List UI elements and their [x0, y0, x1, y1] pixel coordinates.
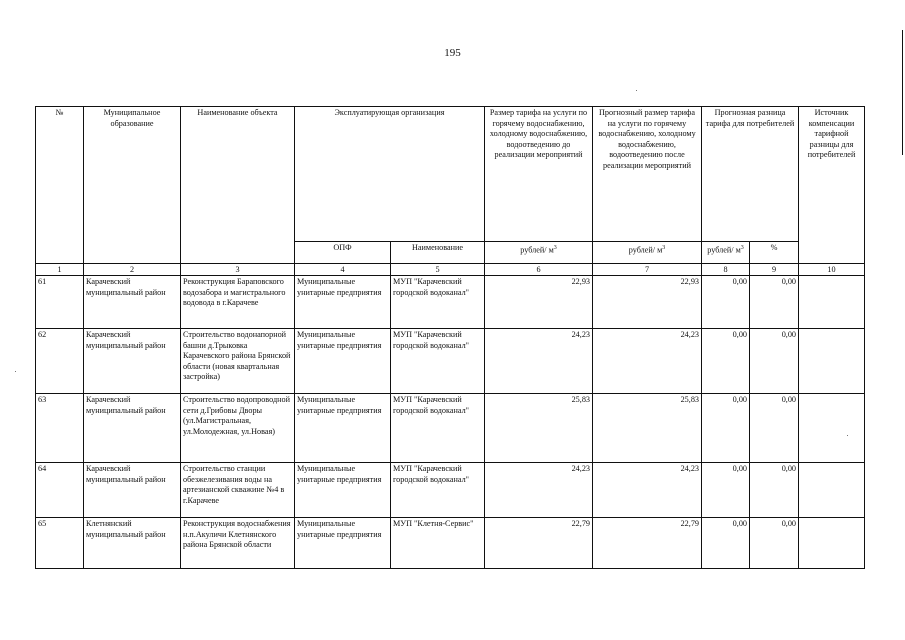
table-row: [36, 518, 865, 569]
cell-source: [799, 394, 865, 463]
cell-source: [799, 329, 865, 394]
cell-source: [799, 276, 865, 329]
cell-diff-rub: 0,00: [702, 518, 750, 569]
cell-name: МУП "Карачевский городской водоканал": [391, 276, 485, 329]
cell-name: МУП "Карачевский городской водоканал": [391, 394, 485, 463]
column-number: 10: [799, 264, 865, 276]
cell-municipality: Клетнянский муниципальный район: [84, 518, 181, 569]
scan-speck: [15, 371, 16, 372]
cell-num: 61: [36, 276, 84, 329]
table-row: [36, 276, 865, 329]
cell-tariff-after: 24,23: [593, 329, 702, 394]
cell-tariff-after: 22,93: [593, 276, 702, 329]
cell-name: МУП "Клетня-Сервис": [391, 518, 485, 569]
header-num: №: [36, 107, 84, 264]
cell-diff-pct: 0,00: [750, 463, 799, 518]
column-number: 5: [391, 264, 485, 276]
cell-object: Реконструкция Бараповского водозабора и магистрального водовода в г.Карачеве: [181, 276, 295, 329]
cell-tariff-before: 25,83: [485, 394, 593, 463]
cell-source: [799, 518, 865, 569]
table-row: [36, 463, 865, 518]
unit-power: 3: [740, 245, 744, 251]
column-number: 6: [485, 264, 593, 276]
header-tariff-before: Размер тарифа на услуги по горячему водоснабжению, холодному водоснабжению, водоотведению до реализации мероприятий: [485, 107, 593, 242]
column-number: 7: [593, 264, 702, 276]
cell-object: Строительство водопроводной сети д.Грибовы Дворы (ул.Магистральная, ул.Молодежная, ул.Новая): [181, 394, 295, 463]
unit-power: 3: [662, 245, 666, 251]
cell-object: Строительство водонапорной башни д.Трыковка Карачевского района Брянской области (новая квартальная застройка): [181, 329, 295, 394]
header-unit-after: [593, 242, 702, 264]
cell-municipality: Карачевский муниципальный район: [84, 329, 181, 394]
cell-diff-rub: 0,00: [702, 329, 750, 394]
header-row: [36, 107, 865, 242]
cell-opf: Муниципальные унитарные предприятия: [295, 394, 391, 463]
header-opf: ОПФ: [295, 242, 391, 264]
cell-name: МУП "Карачевский городской водоканал": [391, 329, 485, 394]
cell-num: 64: [36, 463, 84, 518]
table-row: [36, 394, 865, 463]
header-percent: %: [750, 242, 799, 264]
scan-edge-line: [902, 30, 903, 155]
cell-diff-pct: 0,00: [750, 276, 799, 329]
header-source: Источник компенсации тарифной разницы для потребителей: [799, 107, 865, 264]
cell-diff-pct: 0,00: [750, 518, 799, 569]
cell-opf: Муниципальные унитарные предприятия: [295, 276, 391, 329]
cell-municipality: Карачевский муниципальный район: [84, 394, 181, 463]
column-number: 1: [36, 264, 84, 276]
header-name: Наименование: [391, 242, 485, 264]
cell-tariff-before: 24,23: [485, 329, 593, 394]
cell-source: [799, 463, 865, 518]
cell-opf: Муниципальные унитарные предприятия: [295, 463, 391, 518]
cell-diff-rub: 0,00: [702, 394, 750, 463]
header-unit-diff: [702, 242, 750, 264]
column-number: 9: [750, 264, 799, 276]
cell-num: 65: [36, 518, 84, 569]
cell-tariff-after: 24,23: [593, 463, 702, 518]
cell-opf: Муниципальные унитарные предприятия: [295, 329, 391, 394]
header-tariff-after: Прогнозный размер тарифа на услуги по горячему водоснабжению, холодному водоснабжению, водоотведению после реализации мероприятий: [593, 107, 702, 242]
unit-power: 3: [553, 245, 557, 251]
header-unit-before: [485, 242, 593, 264]
header-object: Наименование объекта: [181, 107, 295, 264]
cell-tariff-before: 22,93: [485, 276, 593, 329]
cell-num: 63: [36, 394, 84, 463]
cell-diff-pct: 0,00: [750, 329, 799, 394]
unit-label: рублей/ м: [707, 245, 741, 255]
unit-label: рублей/ м: [520, 245, 554, 255]
header-operator: Эксплуатирующая организация: [295, 107, 485, 242]
header-diff: Прогнозная разница тарифа для потребителей: [702, 107, 799, 242]
cell-name: МУП "Карачевский городской водоканал": [391, 463, 485, 518]
column-number: 4: [295, 264, 391, 276]
cell-tariff-after: 25,83: [593, 394, 702, 463]
cell-num: 62: [36, 329, 84, 394]
cell-diff-rub: 0,00: [702, 276, 750, 329]
header-municipality: Муниципальное образование: [84, 107, 181, 264]
tariff-table: [35, 106, 865, 569]
cell-municipality: Карачевский муниципальный район: [84, 463, 181, 518]
column-number: 8: [702, 264, 750, 276]
cell-tariff-before: 22,79: [485, 518, 593, 569]
unit-label: рублей/ м: [628, 245, 663, 255]
cell-diff-pct: 0,00: [750, 394, 799, 463]
cell-opf: Муниципальные унитарные предприятия: [295, 518, 391, 569]
column-number: 3: [181, 264, 295, 276]
table-row: [36, 329, 865, 394]
page-number: 195: [444, 47, 461, 59]
cell-municipality: Карачевский муниципальный район: [84, 276, 181, 329]
column-number: 2: [84, 264, 181, 276]
cell-tariff-before: 24,23: [485, 463, 593, 518]
scan-speck: [636, 90, 637, 91]
cell-object: Реконструкция водоснабжения н.п.Акуличи Клетнянского района Брянской области: [181, 518, 295, 569]
cell-object: Строительство станции обезжелезивания воды на артезианской скважине №4 в г.Карачеве: [181, 463, 295, 518]
cell-tariff-after: 22,79: [593, 518, 702, 569]
column-number-row: [36, 264, 865, 276]
cell-diff-rub: 0,00: [702, 463, 750, 518]
